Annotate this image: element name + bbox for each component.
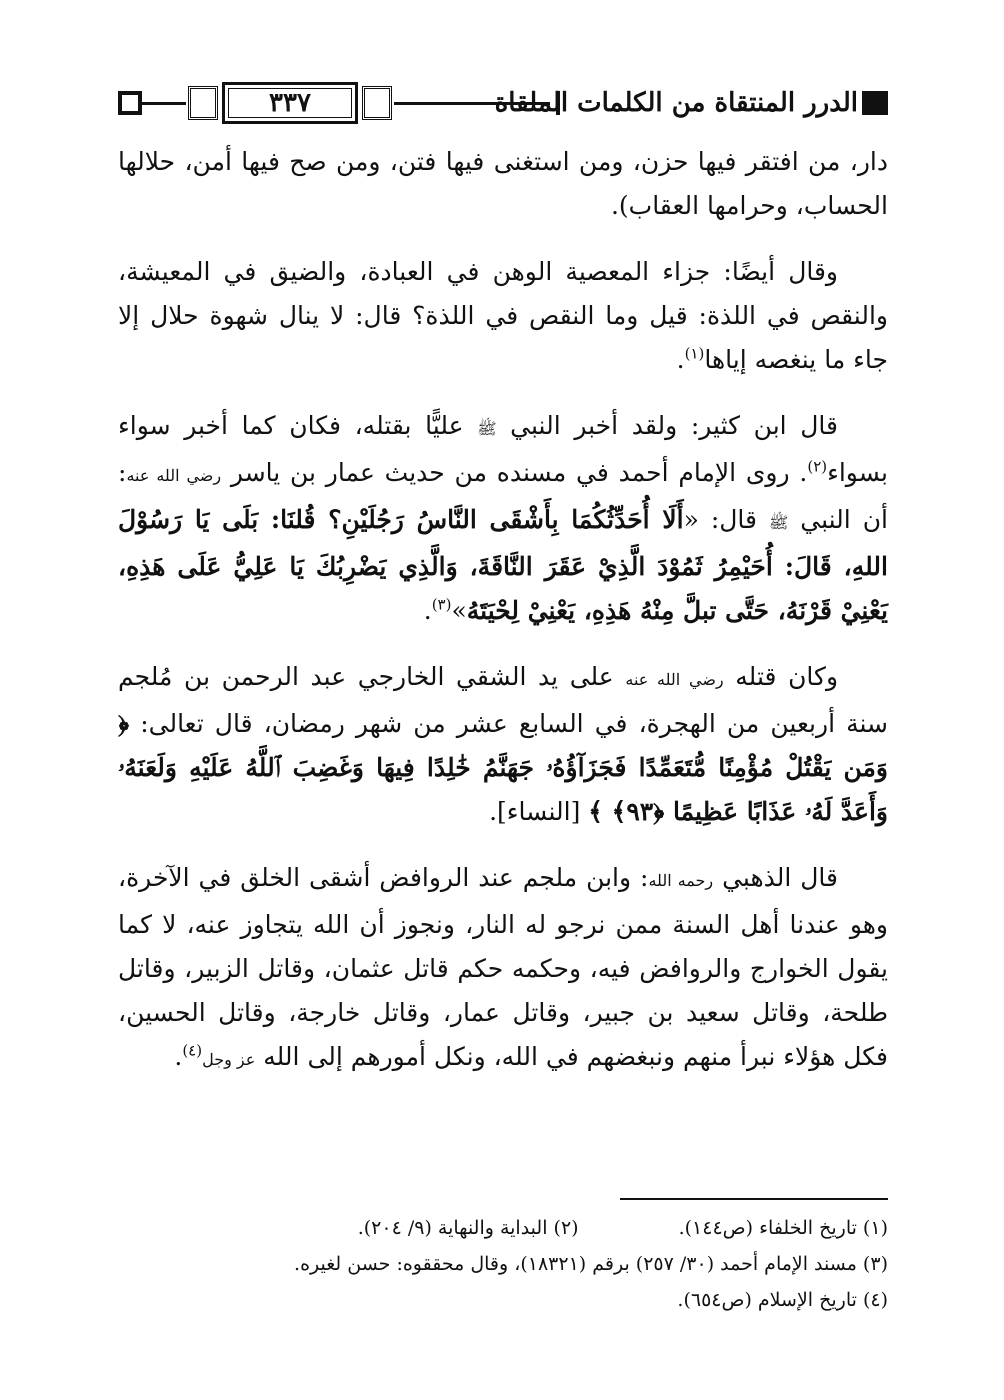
footnote-separator	[620, 1198, 888, 1200]
paragraph-text: قال الذهبي	[722, 863, 839, 892]
paragraph-text: عليًّا بقتله، فكان كما أخبر سواء بسواء	[118, 411, 888, 487]
footnote-4: (٤) تاريخ الإسلام (ص٦٥٤).	[677, 1289, 888, 1311]
book-title: الدرر المنتقاة من الكلمات الملقاة	[494, 88, 858, 118]
footnote-row	[118, 1210, 888, 1246]
honorific-symbol: رضي الله عنه	[625, 670, 724, 689]
honorific-symbol: رضي الله عنه	[126, 466, 222, 485]
footnote-ref: (٣)	[431, 595, 452, 614]
salutation-symbol: ﷺ	[477, 419, 497, 438]
footnotes	[118, 1210, 888, 1318]
page-number: ٣٣٧	[222, 82, 358, 124]
main-text	[118, 140, 888, 1104]
header-rule	[142, 102, 186, 105]
paragraph-text: دار، من افتقر فيها حزن، ومن استغنى فيها فتن، ومن صح فيها أمن، حلالها الحساب، وحرامها العقاب).	[118, 147, 888, 220]
paragraph-text: قال: «	[683, 505, 757, 534]
page-number-box	[188, 82, 392, 124]
paragraph-text: وكان قتله	[735, 662, 839, 691]
honorific-symbol: عز وجل	[202, 1050, 256, 1069]
honorific-symbol: رحمه الله	[648, 871, 714, 890]
header-square-left	[118, 91, 142, 115]
footnote-ref: (٤)	[182, 1041, 203, 1060]
paragraph-4	[118, 655, 888, 834]
paragraph-5	[118, 856, 888, 1082]
paragraph-text: .	[676, 345, 685, 374]
paragraph-text: .	[174, 1042, 183, 1071]
page-header	[118, 78, 888, 128]
quran-verse: ﴿ وَمَن يَقْتُلْ مُؤْمِنًا مُّتَعَمِّدًا فَجَزَآؤُهُۥ جَهَنَّمُ خَٰلِدًا فِيهَا وَغَضِبَ ٱللَّهُ عَلَيْهِ وَلَعَنَهُۥ وَأَعَدَّ لَهُۥ عَذَابًا عَظِيمًا ﴿٩٣﴾ ﴾	[118, 709, 888, 826]
paragraph-text: على يد الشقي الخارجي عبد الرحمن بن مُلجم سنة أربعين من الهجرة، في السابع عشر من شهر رمضان، قال تعالى:	[118, 662, 889, 738]
paragraph-text: »	[451, 596, 467, 625]
ornament-right	[362, 86, 392, 120]
paragraph-1	[118, 140, 888, 228]
paragraph-text: . روى الإمام أحمد في مسنده من حديث عمار بن ياسر	[230, 458, 808, 487]
paragraph-text: وقال أيضًا: جزاء المعصية الوهن في العبادة، والضيق في المعيشة، والنقص في اللذة: قيل وما النقص في اللذة؟ قال: لا ينال شهوة حلال إلا جاء ما ينغصه إياها	[118, 257, 888, 374]
footnote-1: (١) تاريخ الخلفاء (ص١٤٤).	[678, 1217, 888, 1239]
paragraph-text: .	[423, 596, 432, 625]
paragraph-text: : وابن ملجم عند الروافض أشقى الخلق في الآخرة، وهو عندنا أهل السنة ممن نرجو له النار، ونجوز أن الله يتجاوز عنه، لا كما يقول الخوارج والروافض فيه، وحكمه حكم قاتل عثمان، وقاتل الزبير، وقاتل طلحة، وقاتل سعيد بن جبير، وقاتل عمار، وقاتل خارجة، وقاتل الحسين، فكل هؤلاء نبرأ منهم ونبغضهم في الله، ونكل أمورهم إلى الله	[118, 863, 888, 1071]
footnote-ref: (١)	[684, 344, 705, 363]
hadith-text: أَلَا أُحَدِّثُكُمَا بِأَشْقَى النَّاسُ رَجُلَيْنِ؟ قُلنَا: بَلَى يَا رَسُوْلَ اللهِ، قَالَ: أُحَيْمِرُ ثَمُوْدَ الَّذِيْ عَقَرَ النَّاقَةَ، وَالَّذِي يَضْرِبُكَ يَا عَلِيُّ عَلَى هَذِهِ، يَعْنِيْ قَرْنَهُ، حَتَّى تبلَّ مِنْهُ هَذِهِ، يَعْنِيْ لِحْيَتَهُ	[118, 505, 888, 625]
ornament-left	[188, 86, 218, 120]
paragraph-text: قال ابن كثير: ولقد أخبر النبي	[510, 411, 838, 440]
header-square-right	[864, 91, 888, 115]
salutation-symbol: ﷺ	[768, 513, 789, 532]
paragraph-3	[118, 404, 888, 633]
footnote-ref: (٢)	[807, 457, 828, 476]
paragraph-text: : أن النبي	[118, 458, 889, 534]
paragraph-text: [النساء].	[489, 797, 581, 826]
footnote-3: (٣) مسند الإمام أحمد (٣٠/ ٢٥٧) برقم (١٨٣٢١)، وقال محققوه: حسن لغيره.	[294, 1253, 888, 1275]
paragraph-2	[118, 250, 888, 382]
footnote-2: (٢) البداية والنهاية (٩/ ٢٠٤).	[357, 1217, 579, 1239]
